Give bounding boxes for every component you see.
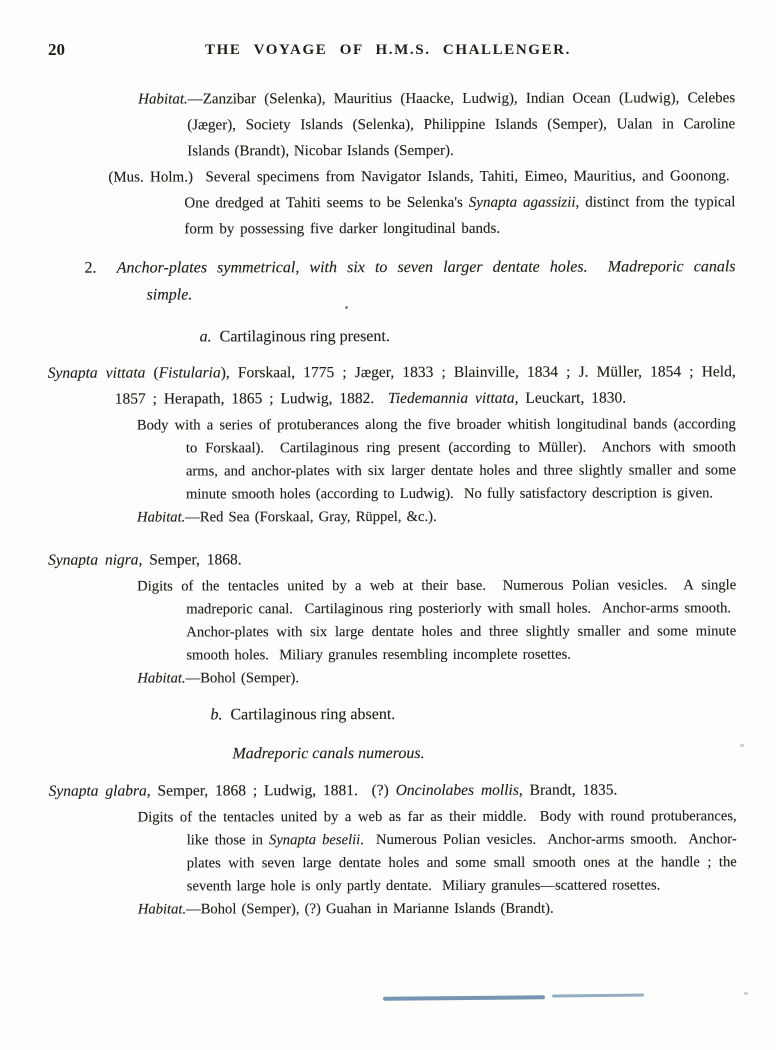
ink-speck — [740, 744, 744, 747]
subsection-a-heading: a. Cartilaginous ring present. — [199, 328, 390, 346]
synapta-glabra-habitat: Habitat.—Bohol (Semper), (?) Guahan in Marianne Islands (Brandt). — [137, 900, 554, 918]
synapta-glabra-description: Digits of the tentacles united by a web as far as their middle. Body with round protuberances, like those in Synapta beselii. Numerous Polian vesicles. Anchor-arms smooth. Anchor-plates with seven large dentate holes and some small smooth ones at the handle ; the seventh large hole is only partly dentate. Miliary granules—scattered rosettes. — [137, 808, 737, 895]
species-heading-synapta-vittata: Synapta vittata (Fistularia), Forskaal, 1775 ; Jæger, 1833 ; Blainville, 1834 ; J. Müller, 1854 ; Held, 1857 ; Herapath, 1865 ; Ludwig, 1882. Tiedemannia vittata, Leuckart, 1830. — [47, 363, 736, 408]
scan-artifact-streak-segment — [383, 995, 545, 1000]
madreporic-canals-heading: Madreporic canals numerous. — [232, 744, 425, 763]
section-2-heading: 2. Anchor-plates symmetrical, with six to seven larger dentate holes. Madreporic canals simple. — [84, 258, 736, 304]
synapta-nigra-description: Digits of the tentacles united by a web at their base. Numerous Polian vesicles. A single madreporic canal. Cartilaginous ring posteriorly with small holes. Anchor-arms smooth. Anchor-plates with six large dentate holes and three slightly smaller and some minute smooth holes. Miliary granules resembling incomplete rosettes. — [137, 577, 737, 664]
ink-speck — [744, 992, 748, 995]
subsection-b-heading: b. Cartilaginous ring absent. — [210, 705, 396, 724]
synapta-vittata-description: Body with a series of protuberances along the five broader whitish longitudinal bands (according to Forskaal). Cartilaginous ring present (according to Müller). Anchors with smooth arms, and anchor-plates with six larger dentate holes and three slightly smaller and some minute smooth holes (according to Ludwig). No fully satisfactory description is given. — [136, 416, 736, 503]
text-block — [47, 85, 737, 921]
running-header-title: THE VOYAGE OF H.M.S. CHALLENGER. — [205, 42, 571, 58]
species-heading-synapta-glabra: Synapta glabra, Semper, 1868 ; Ludwig, 1881. (?) Oncinolabes mollis, Brandt, 1835. — [48, 781, 618, 800]
synapta-nigra-habitat: Habitat.—Bohol (Semper). — [137, 670, 300, 687]
running-header — [0, 0, 776, 62]
scan-artifact-streak-segment — [552, 994, 644, 998]
page-number: 20 — [48, 40, 65, 59]
synapta-vittata-habitat: Habitat.—Red Sea (Forskaal, Gray, Rüppel, &c.). — [137, 508, 437, 526]
species-heading-synapta-nigra: Synapta nigra, Semper, 1868. — [48, 551, 242, 569]
ink-speck — [345, 306, 348, 309]
habitat-paragraph-top: Habitat.—Zanzibar (Selenka), Mauritius (Haacke, Ludwig), Indian Ocean (Ludwig), Celebes (Jæger), Society Islands (Selenka), Philippine Islands (Semper), Ualan in Caroline Islands (Brandt), Nicobar Islands (Semper). — [138, 90, 736, 160]
museum-note-paragraph: (Mus. Holm.) Several specimens from Navigator Islands, Tahiti, Eimeo, Mauritius, and Goonong. One dredged at Tahiti seems to be Selenka's Synapta agassizii, distinct from the typical form by possessing five darker longitudinal bands. — [108, 168, 736, 238]
